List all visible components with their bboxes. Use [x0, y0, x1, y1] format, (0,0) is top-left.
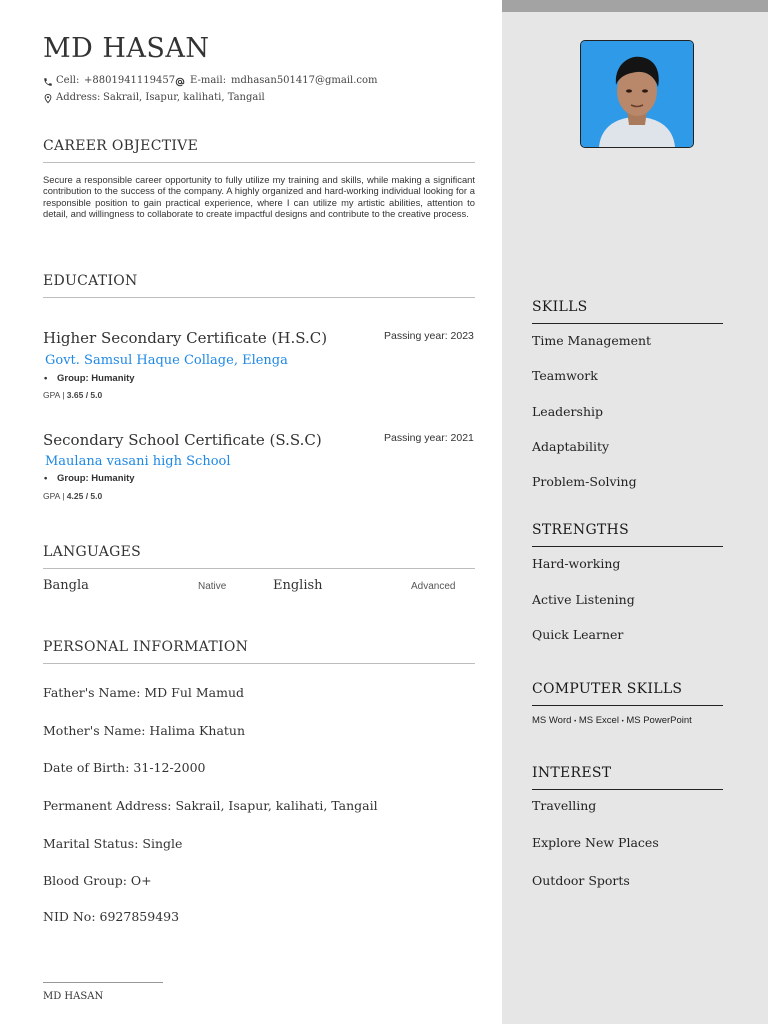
strength-item: Quick Learner	[532, 627, 624, 642]
skill-item: Adaptability	[532, 439, 610, 454]
mother-name: Mother's Name: Halima Khatun	[43, 723, 246, 738]
education-rule	[43, 297, 475, 298]
interest-item: Explore New Places	[532, 835, 659, 850]
education-year: Passing year: 2021	[384, 432, 474, 444]
skill-item: Time Management	[532, 333, 652, 348]
education-gpa: GPA | 4.25 / 5.0	[43, 491, 103, 501]
education-year: Passing year: 2023	[384, 330, 474, 342]
language-name: Bangla	[43, 578, 89, 593]
strength-item: Active Listening	[532, 592, 635, 607]
skills-rule	[532, 323, 723, 324]
education-school: Govt. Samsul Haque Collage, Elenga	[45, 353, 288, 368]
address-label: Address:	[56, 92, 101, 103]
career-objective-text: Secure a responsible career opportunity to fully utilize my training and skills, while making a significant contribution to the success of the company. A highly organized and hard-working individual looking for a responsible position to gain practical experience, where I can utilize my artistic abilities, attention to detail, and willingness to collaborate to create impactful designs and contribute to the creative process.	[43, 174, 475, 220]
language-level: Native	[198, 581, 227, 592]
signature-name: MD HASAN	[43, 991, 104, 1002]
bullet-separator: •	[574, 719, 577, 725]
email-address: mdhasan501417@gmail.com	[231, 75, 378, 86]
resume-name: MD HASAN	[43, 33, 210, 64]
date-of-birth: Date of Birth: 31-12-2000	[43, 760, 206, 775]
email-label: E-mail:	[190, 75, 227, 86]
profile-photo	[580, 40, 694, 148]
blood-group: Blood Group: O+	[43, 873, 152, 888]
father-name: Father's Name: MD Ful Mamud	[43, 685, 245, 700]
strengths-heading: STRENGTHS	[532, 522, 629, 538]
nid-number: NID No: 6927859493	[43, 909, 180, 924]
language-level: Advanced	[411, 581, 456, 592]
sidebar-panel	[502, 0, 768, 1024]
person-portrait-icon	[581, 41, 693, 147]
skill-item: Teamwork	[532, 368, 598, 383]
education-bullet: •	[44, 373, 48, 384]
interest-item: Outdoor Sports	[532, 873, 630, 888]
language-name: English	[273, 578, 323, 593]
languages-heading: LANGUAGES	[43, 544, 142, 560]
career-objective-heading: CAREER OBJECTIVE	[43, 138, 199, 154]
gpa-label: GPA	[43, 390, 60, 400]
at-icon	[175, 77, 185, 87]
phone-icon	[43, 77, 53, 87]
education-group: Group: Humanity	[57, 473, 135, 484]
marital-status: Marital Status: Single	[43, 836, 183, 851]
cell-label: Cell:	[56, 75, 80, 86]
career-objective-rule	[43, 162, 475, 163]
gpa-value: 4.25 / 5.0	[66, 491, 103, 501]
location-pin-icon	[43, 93, 53, 104]
education-gpa: GPA | 3.65 / 5.0	[43, 390, 103, 400]
bullet-separator: •	[621, 719, 624, 725]
gpa-label: GPA	[43, 491, 60, 501]
signature-line	[43, 982, 163, 983]
languages-rule	[43, 568, 475, 569]
interest-heading: INTEREST	[532, 765, 612, 781]
skills-heading: SKILLS	[532, 299, 588, 315]
computer-skills-rule	[532, 705, 723, 706]
address-value: Sakrail, Isapur, kalihati, Tangail	[103, 92, 265, 103]
education-heading: EDUCATION	[43, 273, 138, 289]
strength-item: Hard-working	[532, 556, 621, 571]
skill-item: Leadership	[532, 404, 603, 419]
computer-skill-item: MS Excel	[578, 715, 619, 726]
education-school: Maulana vasani high School	[45, 454, 231, 469]
education-degree: Higher Secondary Certificate (H.S.C)	[43, 329, 328, 347]
permanent-address: Permanent Address: Sakrail, Isapur, kalihati, Tangail	[43, 798, 378, 813]
education-degree: Secondary School Certificate (S.S.C)	[43, 431, 322, 449]
computer-skill-item: MS PowerPoint	[626, 715, 692, 726]
personal-info-rule	[43, 663, 475, 664]
strengths-rule	[532, 546, 723, 547]
sidebar-top-bar	[502, 0, 768, 12]
computer-skills-list	[532, 715, 692, 726]
cell-number: +8801941119457	[84, 75, 176, 86]
education-group: Group: Humanity	[57, 373, 135, 384]
computer-skill-item: MS Word	[532, 715, 572, 726]
gpa-value: 3.65 / 5.0	[66, 390, 103, 400]
interest-rule	[532, 789, 723, 790]
skill-item: Problem-Solving	[532, 474, 637, 489]
personal-info-heading: PERSONAL INFORMATION	[43, 639, 249, 655]
interest-item: Travelling	[532, 798, 597, 813]
computer-skills-heading: COMPUTER SKILLS	[532, 681, 683, 697]
education-bullet: •	[44, 473, 48, 484]
